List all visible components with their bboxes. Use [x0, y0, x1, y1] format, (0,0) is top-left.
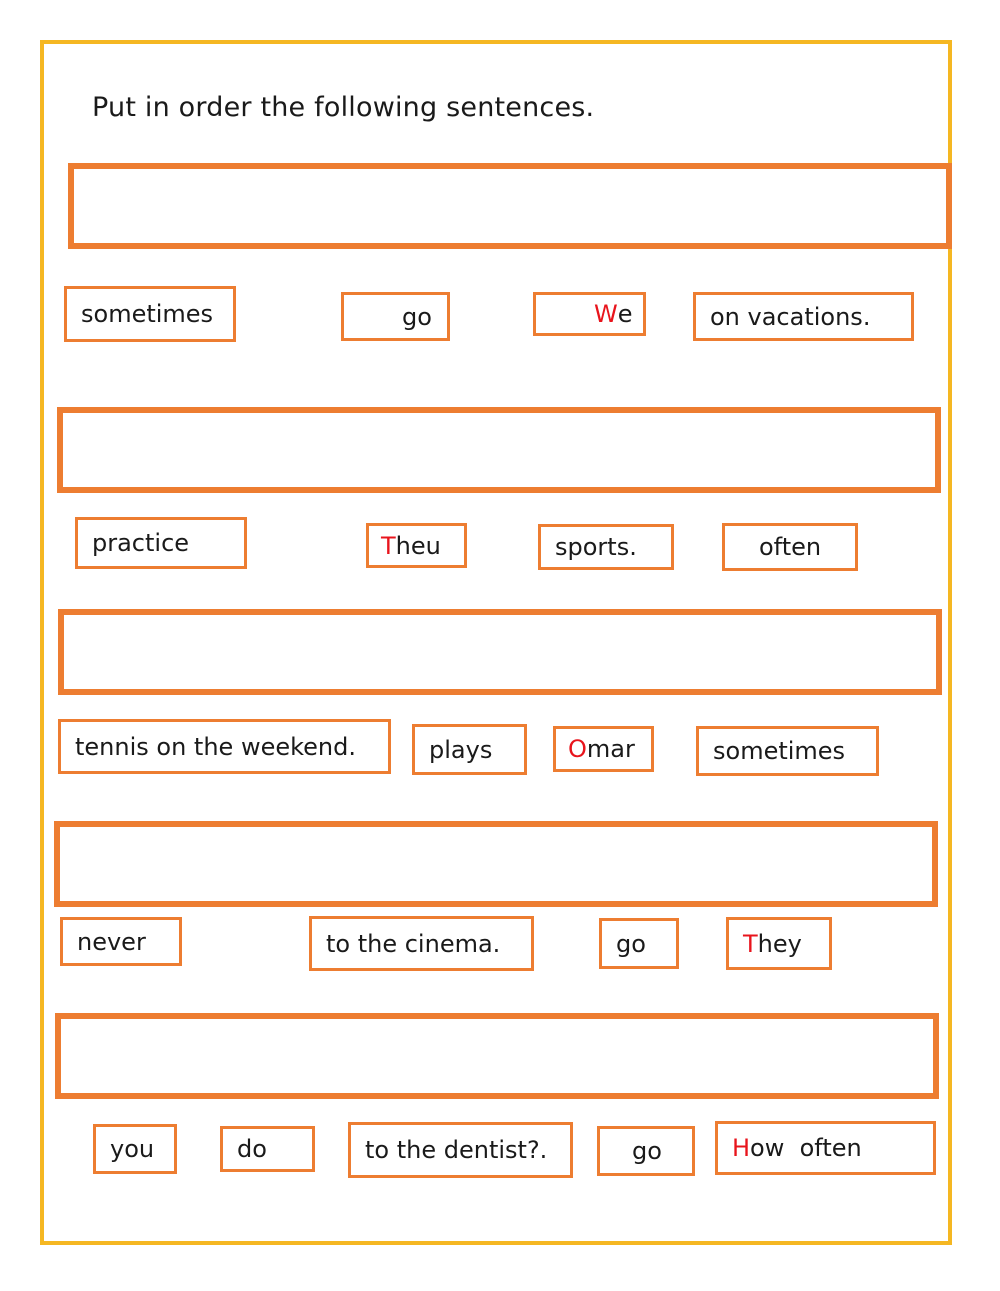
- word-tile[interactable]: on vacations.: [693, 292, 914, 341]
- word-tile[interactable]: H ow often: [715, 1121, 936, 1175]
- word-tile[interactable]: to the cinema.: [309, 916, 534, 971]
- answer-box-1[interactable]: [68, 163, 952, 249]
- word-tile[interactable]: sometimes: [64, 286, 236, 342]
- word-tile[interactable]: do: [220, 1126, 315, 1172]
- word-tile[interactable]: to the dentist?.: [348, 1122, 573, 1178]
- word-tile[interactable]: T heu: [366, 523, 467, 568]
- instruction-text: Put in order the following sentences.: [92, 92, 595, 123]
- word-tile[interactable]: go: [597, 1126, 695, 1176]
- word-tile[interactable]: plays: [412, 724, 527, 775]
- word-tile[interactable]: O mar: [553, 726, 654, 772]
- answer-box-5[interactable]: [55, 1013, 939, 1099]
- answer-box-2[interactable]: [57, 407, 941, 493]
- word-tile[interactable]: sports.: [538, 524, 674, 570]
- word-tile[interactable]: practice: [75, 517, 247, 569]
- answer-box-3[interactable]: [58, 609, 942, 695]
- word-tile[interactable]: sometimes: [696, 726, 879, 776]
- word-tile[interactable]: tennis on the weekend.: [58, 719, 391, 774]
- word-tile[interactable]: you: [93, 1124, 177, 1174]
- answer-box-4[interactable]: [54, 821, 938, 907]
- word-tile[interactable]: go: [341, 292, 450, 341]
- word-tile[interactable]: often: [722, 523, 858, 571]
- word-tile[interactable]: T hey: [726, 917, 832, 970]
- word-tile[interactable]: go: [599, 918, 679, 969]
- word-tile[interactable]: W e: [533, 292, 646, 336]
- word-tile[interactable]: never: [60, 917, 182, 966]
